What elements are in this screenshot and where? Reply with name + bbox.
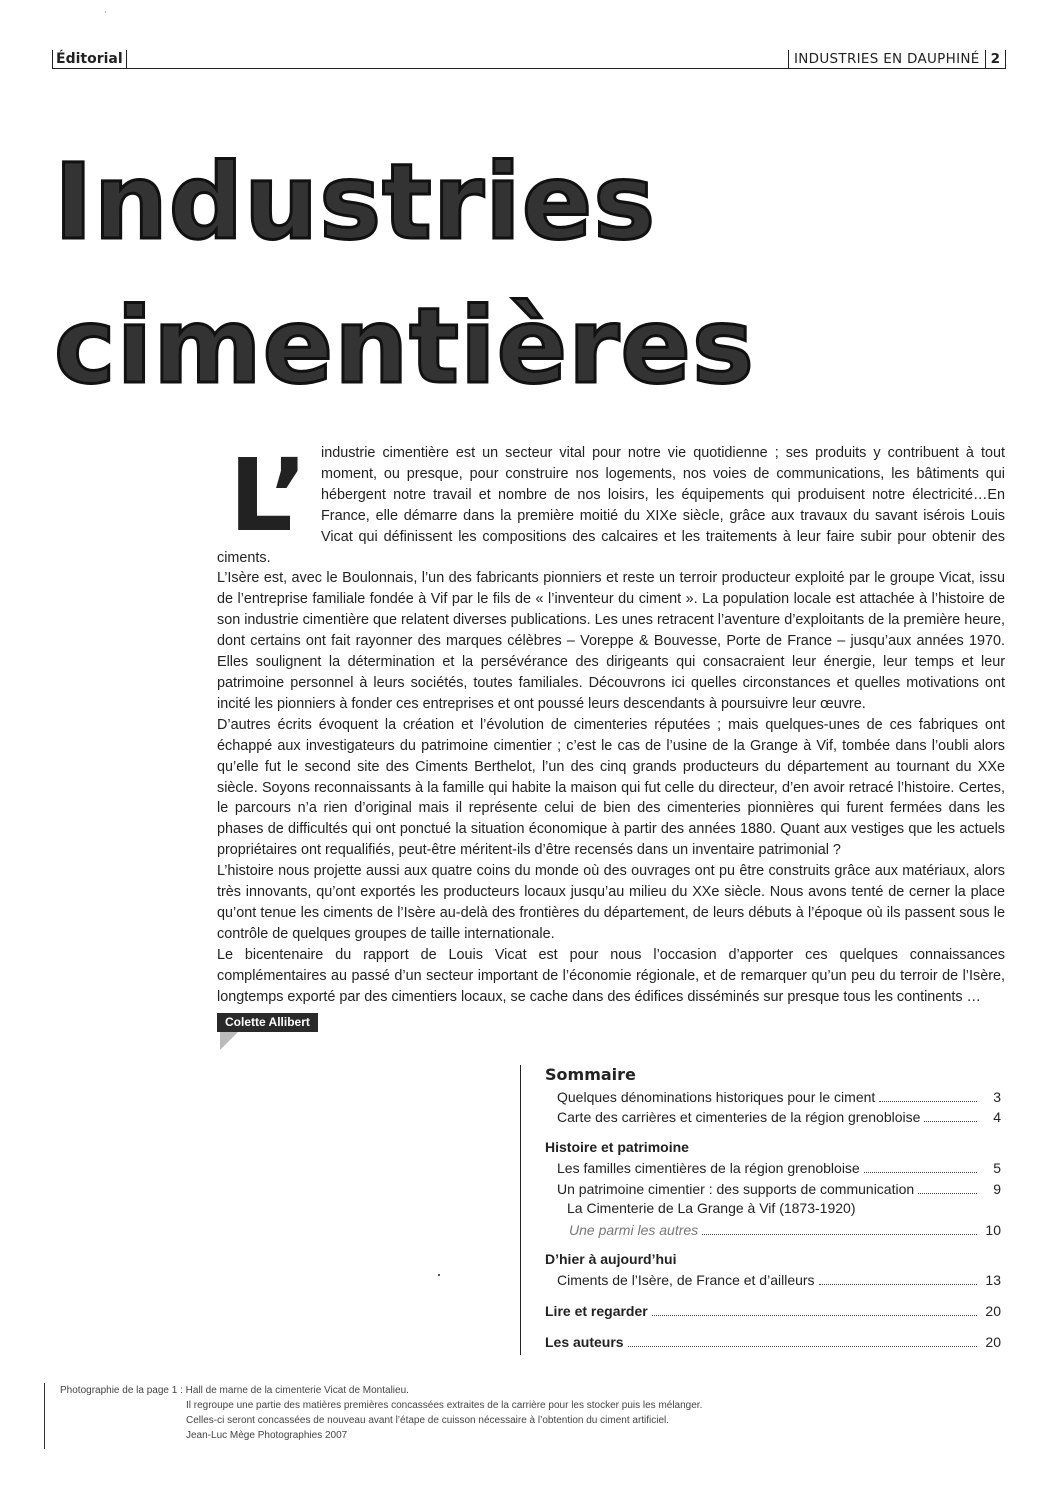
running-header [788,50,1006,68]
toc-item[interactable] [557,1158,1001,1178]
toc-item[interactable] [545,1301,1001,1321]
toc-item-page: 13 [985,1272,1001,1288]
page-number: 2 [986,50,1006,68]
leader-dots [918,1193,977,1194]
leader-dots [819,1284,977,1285]
author-badge: Colette Allibert [217,1013,318,1032]
toc-section-heading: Histoire et patrimoine [545,1139,689,1155]
publication-name: INDUSTRIES EN DAUPHINÉ [788,50,986,68]
editorial-body [217,437,1005,1007]
section-label: Éditorial [52,50,127,68]
toc-item-text: Ciments de l’Isère, de France et d’ailleurs [557,1272,815,1288]
title-line-2: cimentières [54,285,755,407]
scan-mark: · [104,8,107,18]
toc-section-heading: Lire et regarder [545,1303,648,1319]
caption-line-2: Il regroupe une partie des matières premières concassées extraites de la carrière pour les stocker puis les mélanger. Celles-ci seront concassées de nouveau avant l’étape de cuisson nécessaire à l’obtention du ciment artificiel. [186,1400,703,1426]
paragraph-4: L’histoire nous projette aussi aux quatre coins du monde où des ouvrages ont pu être construits grâce aux matériaux, alors très innovants, qu’ont exportés les producteurs locaux jusqu’au milieu du XXe siècle. Nous avons tenté de cerner la place qu’ont tenue les ciments de l’Isère au-delà des frontières du département, de leurs débuts à l’époque où ils passent sous le contrôle de quelques groupes de taille internationale. [217,863,1005,942]
toc-item-page: 10 [985,1222,1001,1238]
toc-item-page: 20 [985,1303,1001,1319]
toc-item[interactable] [557,1087,1001,1107]
toc-item-page: 3 [993,1089,1001,1105]
toc-item-page: 20 [985,1334,1001,1350]
paragraph-1: industrie cimentière est un secteur vital pour notre vie quotidienne ; ses produits y contribuent à tout moment, ou presque, pour construire nos logements, nos voies de communications, les bâtiments qui hébergent notre travail et nombre de nos loisirs, les équipements qui produisent notre électricité…En France, elle démarre dans la première moitié du XIXe siècle, grâce aux travaux du savant isérois Louis Vicat qui définissent les compositions des calcaires et les traitements à leur faire subir pour obtenir des ciments. [217,445,1005,566]
toc-item-page: 9 [993,1181,1001,1197]
drop-cap: L’ [229,437,308,554]
leader-dots [864,1172,977,1173]
toc-item-subtitle: Une parmi les autres [569,1222,699,1238]
toc-item[interactable] [557,1107,1001,1127]
leader-dots [652,1315,977,1316]
toc-title: Sommaire [545,1065,636,1084]
toc-item-text: La Cimenterie de La Grange à Vif (1873-1920) [567,1200,856,1216]
caption-credit: Jean-Luc Mège Photographies 2007 [186,1430,348,1441]
toc-section-heading: D’hier à aujourd’hui [545,1251,677,1267]
toc-item[interactable] [557,1270,1001,1290]
paragraph-5: Le bicentenaire du rapport de Louis Vicat est pour nous l’occasion d’apporter ces quelques connaissances complémentaires au passé d’un secteur important de l’économie régionale, et de remarquer qu’un peu du terroir de l’Isère, longtemps exporté par des cimentiers locaux, se cache dans des édifices disséminés sur presque tous les continents … [217,946,1005,1005]
caption-rule [44,1383,45,1449]
title-line-1: Industries [54,141,657,263]
toc-item[interactable] [569,1220,1001,1240]
toc-item-page: 4 [993,1109,1001,1125]
leader-dots [702,1234,977,1235]
toc-item-page: 5 [993,1160,1001,1176]
toc-item-text: Les familles cimentières de la région grenobloise [557,1160,860,1176]
toc-section-heading: Les auteurs [545,1334,624,1350]
page-title [54,130,755,418]
toc-item-text: Quelques dénominations historiques pour le ciment [557,1089,876,1105]
author-badge-tail [220,1032,238,1050]
header-rule [52,68,1006,69]
toc-item[interactable] [567,1198,1001,1218]
leader-dots [924,1121,977,1122]
toc-item[interactable] [545,1332,1001,1352]
toc-item-text: Un patrimoine cimentier : des supports de communication [557,1181,915,1197]
table-of-contents [520,1065,1007,1355]
paragraph-2: L’Isère est, avec le Boulonnais, l’un des fabricants pionniers et reste un terroir producteur exploité par le groupe Vicat, issu de l’entreprise familiale fondée à Vif par le fils de « l’inventeur du ciment ». La population locale est attachée à l’histoire de son industrie cimentière que relatent diverses publications. Les unes retracent l’aventure d’exploitants de la première heure, dont certains ont fait rayonner des marques célèbres – Voreppe & Bouvesse, Porte de France – jusqu’aux années 1970. Elles soulignent la détermination et la persévérance des dirigeants qui consacraient leur énergie, leur temps et leur patrimoine personnel à leurs sociétés, toutes familiales. Découvrons ici quelles circonstances et quelles motivations ont incité les pionniers à fonder ces entreprises et ont poussé leurs descendants à poursuivre leur œuvre. [217,570,1005,712]
toc-item[interactable] [557,1179,1001,1199]
paragraph-3: D’autres écrits évoquent la création et l’évolution de cimenteries réputées ; mais quelques-unes de ces fabriques ont échappé aux investigateurs du patrimoine cimentier ; c’est le cas de l’usine de la Grange à Vif, tombée dans l’oubli alors qu’elle fut le second site des Ciments Berthelot, l’un des cinq grands producteurs du département au tournant du XXe siècle. Soyons reconnaissants à la famille qui habite la maison qui fut celle du directeur, d’en avoir retracé l’histoire. Certes, le parcours n’a rien d’original mais il représente celui de bien des cimenteries pionnières qui furent fermées dans les phases de difficultés qui ont ponctué la situation économique à partir des années 1880. Quant aux vestiges que les actuels propriétaires ont requalifiés, peut-être méritent-ils d’être recensés dans un inventaire patrimonial ? [217,716,1005,859]
leader-dots [628,1346,977,1347]
caption-body [186,1398,726,1443]
caption-line-1: Photographie de la page 1 : Hall de marne de la cimenterie Vicat de Montalieu. [60,1385,409,1396]
scan-speck [438,1274,440,1276]
toc-item-text: Carte des carrières et cimenteries de la région grenobloise [557,1109,921,1125]
leader-dots [879,1101,977,1102]
